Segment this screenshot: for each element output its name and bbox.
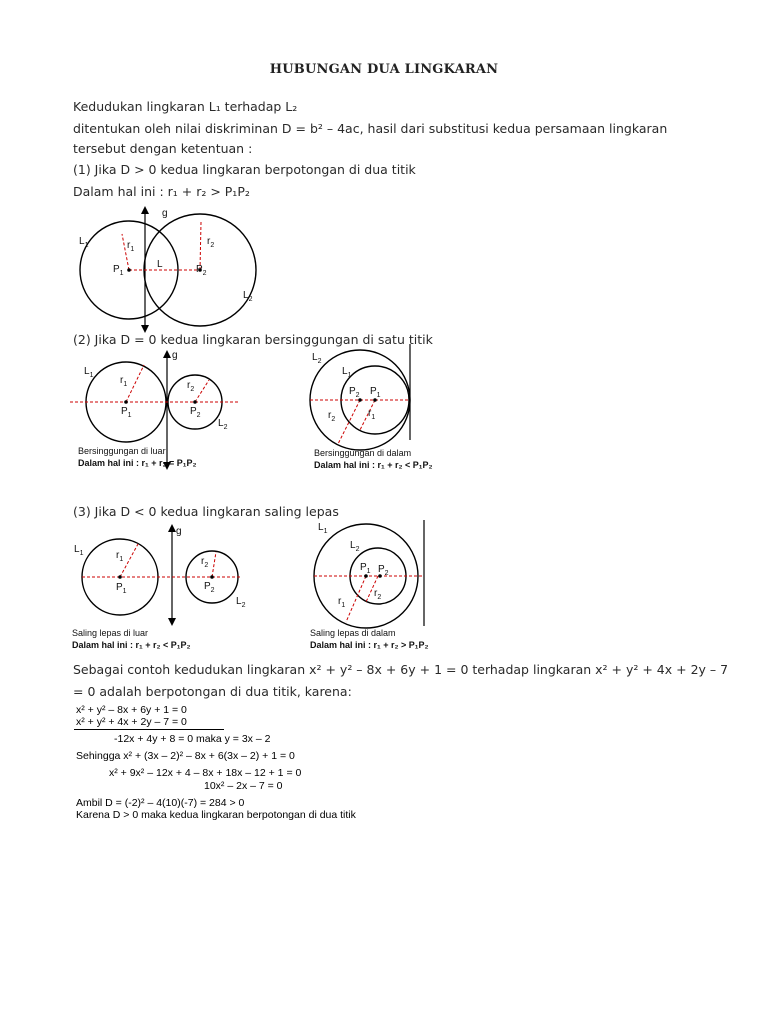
label-P2: $P_2$: [378, 564, 389, 577]
case-2-text: (2) Jika D = 0 kedua lingkaran bersinggungan di satu titik: [73, 332, 433, 347]
label-P1: $P_1$: [370, 386, 381, 399]
label-L1: $L_1$: [318, 522, 328, 535]
point-P2: [193, 400, 197, 404]
intro-line-2: ditentukan oleh nilai diskriminan D = b² – 4ac, hasil dari substitusi kedua persamaan lingkaran: [73, 121, 668, 136]
radius-r1: [126, 365, 144, 402]
radius-r2: [212, 552, 216, 577]
case-1-text: (1) Jika D > 0 kedua lingkaran berpotongan di dua titik: [73, 162, 416, 177]
equation-3: -12x + 4y + 8 = 0 maka y = 3x – 2: [114, 733, 271, 745]
label-g: g: [172, 350, 178, 361]
radius-r2: [195, 380, 209, 402]
point-P2: [210, 575, 214, 579]
label-r2: $r_2$: [187, 380, 195, 393]
equation-7: Ambil D = (-2)² – 4(10)(-7) = 284 > 0: [76, 797, 245, 809]
label-r1: $r_1$: [116, 550, 124, 563]
equation-6: 10x² – 2x – 7 = 0: [204, 780, 283, 792]
label-L1: $L_1$: [74, 544, 84, 557]
intro-line-1: Kedudukan lingkaran L₁ terhadap L₂: [73, 99, 298, 114]
label-P1: $P_1$: [121, 406, 132, 419]
caption-touch-outside-relation: Dalam hal ini : r₁ + r₂ = P₁P₂: [78, 458, 197, 468]
example-line-2: = 0 adalah berpotongan di dua titik, karena:: [73, 684, 352, 699]
label-L2: $L_2$: [312, 352, 322, 365]
example-line-1: Sebagai contoh kedudukan lingkaran x² + y² – 8x + 6y + 1 = 0 terhadap lingkaran x² + y² + 4x + 2y – 7: [73, 662, 729, 677]
label-P2: $P_2$: [190, 406, 201, 419]
label-r2: $r_2$: [201, 556, 209, 569]
figure-apart-outside: [70, 522, 250, 652]
label-P2: $P_2$: [204, 581, 215, 594]
arrow-up-icon: [163, 350, 171, 358]
label-L2: $L_2$: [350, 540, 360, 553]
equation-5: x² + 9x² – 12x + 4 – 8x + 18x – 12 + 1 = 0: [109, 767, 302, 779]
label-r2: $r_2$: [374, 588, 382, 601]
label-P1: $P_1$: [116, 582, 127, 595]
label-P1: $P_1$: [360, 562, 371, 575]
label-P2: $P_2$: [196, 264, 207, 277]
label-L2: $L_2$: [218, 418, 228, 431]
radius-r2: [200, 222, 201, 270]
case-1-relation: Dalam hal ini : r₁ + r₂ > P₁P₂: [73, 184, 250, 199]
label-r2: $r_2$: [328, 410, 336, 423]
equation-4: Sehingga x² + (3x – 2)² – 8x + 6(3x – 2) + 1 = 0: [76, 750, 295, 762]
equation-1: x² + y² – 8x + 6y + 1 = 0: [76, 704, 187, 716]
label-L2: $L_2$: [243, 290, 253, 303]
case-3-text: (3) Jika D < 0 kedua lingkaran saling lepas: [73, 504, 339, 519]
caption-apart-outside: Saling lepas di luar: [72, 628, 149, 638]
page-title: HUBUNGAN DUA LINGKARAN: [269, 62, 499, 77]
caption-touch-outside: Bersinggungan di luar: [78, 446, 166, 456]
label-L2: $L_2$: [236, 596, 246, 609]
label-r1: $r_1$: [338, 596, 346, 609]
label-L: L: [157, 259, 163, 270]
label-P2: $P_2$: [349, 386, 360, 399]
figure-apart-inside: [308, 516, 478, 652]
intro-line-3: tersebut dengan ketentuan :: [73, 141, 253, 156]
label-L1: $L_1$: [342, 366, 352, 379]
arrow-up-icon: [168, 524, 176, 532]
arrow-down-icon: [168, 618, 176, 626]
label-r1: $r_1$: [127, 240, 135, 253]
figure-intersecting-circles: [75, 204, 275, 334]
label-g: g: [162, 208, 168, 219]
label-g: g: [176, 526, 182, 537]
label-r1: $r_1$: [368, 408, 376, 421]
point-P1: [118, 575, 122, 579]
label-L1: $L_1$: [79, 236, 89, 249]
point-P1: [127, 268, 131, 272]
label-r2: $r_2$: [207, 236, 215, 249]
arrow-up-icon: [141, 206, 149, 214]
caption-apart-outside-relation: Dalam hal ini : r₁ + r₂ < P₁P₂: [72, 640, 191, 650]
label-r1: $r_1$: [120, 375, 128, 388]
caption-touch-inside: Bersinggungan di dalam: [314, 448, 412, 458]
equation-2: x² + y² + 4x + 2y – 7 = 0: [76, 716, 187, 728]
subtraction-line: [74, 729, 224, 730]
figure-tangent-outside: [70, 348, 245, 476]
label-L1: $L_1$: [84, 366, 94, 379]
point-P1: [124, 400, 128, 404]
caption-apart-inside-relation: Dalam hal ini : r₁ + r₂ > P₁P₂: [310, 640, 429, 650]
figure-tangent-inside: [308, 340, 478, 476]
equation-8: Karena D > 0 maka kedua lingkaran berpotongan di dua titik: [76, 809, 356, 821]
caption-apart-inside: Saling lepas di dalam: [310, 628, 396, 638]
label-P1: $P_1$: [113, 264, 124, 277]
caption-touch-inside-relation: Dalam hal ini : r₁ + r₂ < P₁P₂: [314, 460, 433, 470]
